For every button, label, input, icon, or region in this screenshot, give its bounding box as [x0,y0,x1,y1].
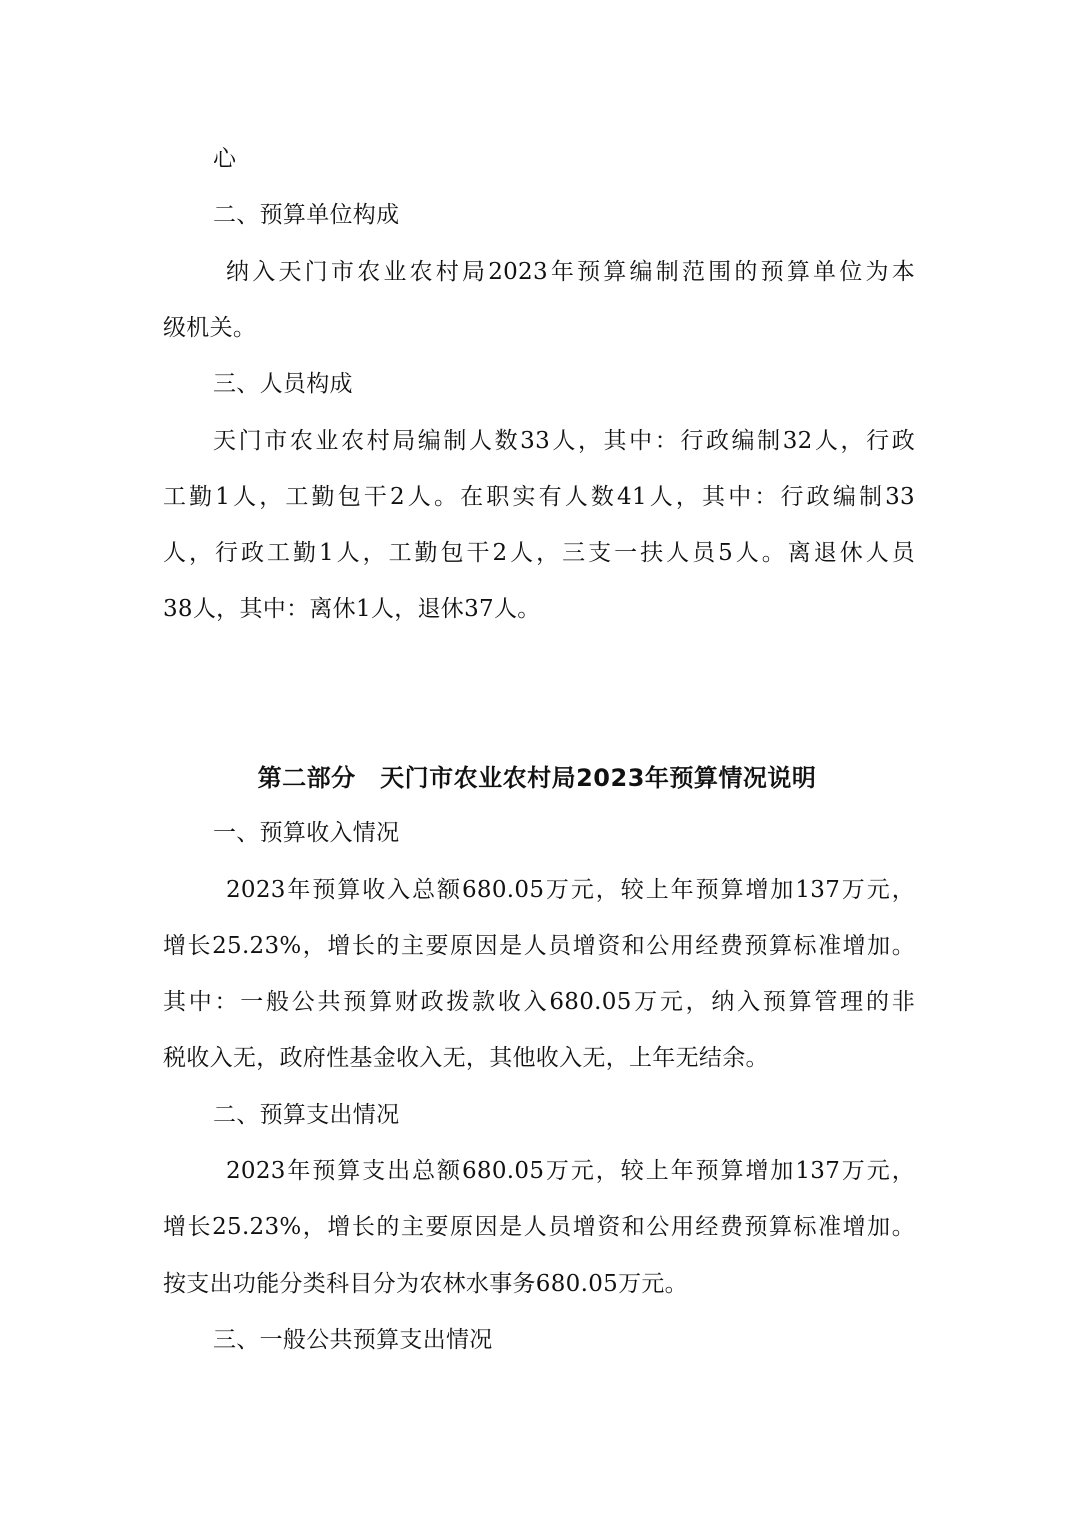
paragraph-revenue-line-1: 2023年预算收入总额680.05万元，较上年预算增加137万元， [226,877,915,903]
paragraph-staff-line-2: 工勤1人，工勤包干2人。在职实有人数41人，其中：行政编制33 [163,484,915,510]
paragraph-expenditure-line-3: 按支出功能分类科目分为农林水事务680.05万元。 [163,1271,688,1297]
section-heading-expenditure: 二、预算支出情况 [213,1102,400,1128]
section-heading-budget-units: 二、预算单位构成 [213,202,400,228]
part-two-title: 第二部分 天门市农业农村局2023年预算情况说明 [257,764,817,792]
paragraph-revenue-line-4: 税收入无，政府性基金收入无，其他收入无，上年无结余。 [163,1045,769,1071]
paragraph-staff-line-1: 天门市农业农村局编制人数33人，其中：行政编制32人，行政 [213,428,915,454]
paragraph-budget-units-line-1: 纳入天门市农业农村局2023年预算编制范围的预算单位为本 [226,259,915,285]
text-line-continuation: 心 [213,146,237,172]
section-heading-general-public-budget: 三、一般公共预算支出情况 [213,1327,493,1353]
paragraph-expenditure-line-2: 增长25.23%，增长的主要原因是人员增资和公用经费预算标准增加。 [163,1214,915,1240]
paragraph-revenue-line-2: 增长25.23%，增长的主要原因是人员增资和公用经费预算标准增加。 [163,933,915,959]
paragraph-revenue-line-3: 其中：一般公共预算财政拨款收入680.05万元，纳入预算管理的非 [163,989,915,1015]
paragraph-expenditure-line-1: 2023年预算支出总额680.05万元，较上年预算增加137万元， [226,1158,915,1184]
section-heading-staff: 三、人员构成 [213,371,353,397]
paragraph-staff-line-3: 人，行政工勤1人，工勤包干2人，三支一扶人员5人。离退休人员 [163,540,915,566]
section-heading-revenue: 一、预算收入情况 [213,820,400,846]
paragraph-budget-units-line-2: 级机关。 [163,315,257,341]
paragraph-staff-line-4: 38人，其中：离休1人，退休37人。 [163,596,541,622]
